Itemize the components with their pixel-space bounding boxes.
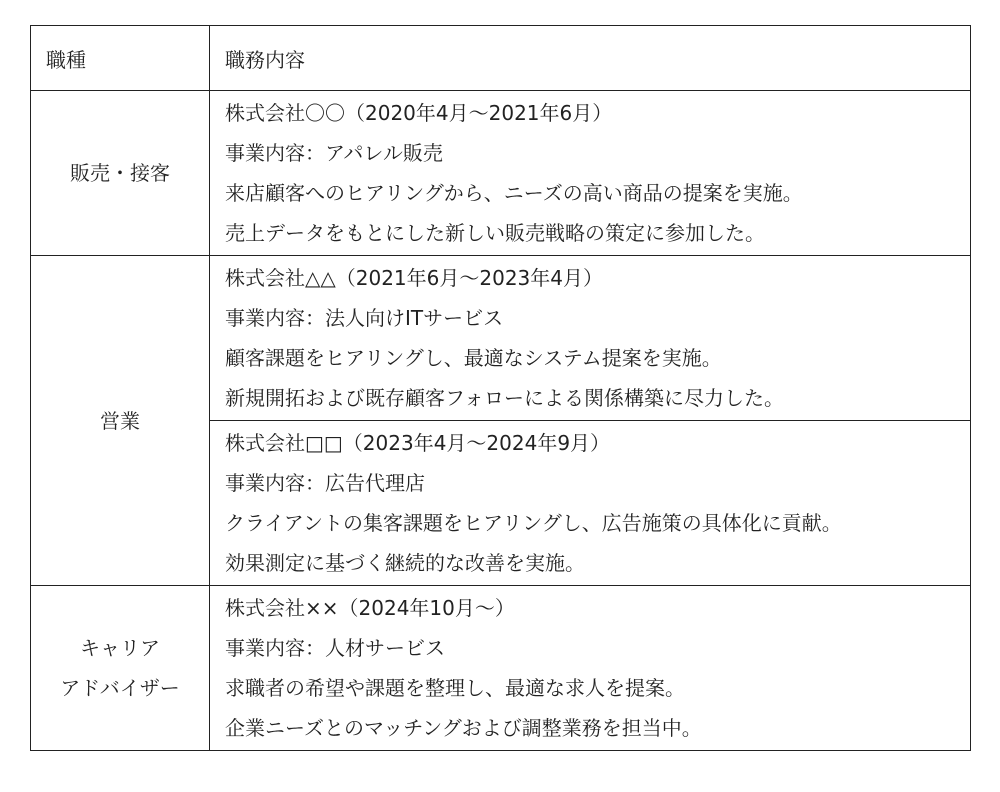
business-content: 事業内容：法人向けITサービス: [225, 306, 504, 330]
header-job-type: 職種: [31, 26, 210, 91]
business-content: 事業内容：人材サービス: [225, 636, 445, 660]
company-period: 株式会社□□（2023年4月～2024年9月）: [225, 431, 611, 455]
duty-detail: クライアントの集客課題をヒアリングし、広告施策の具体化に貢献。: [225, 511, 842, 535]
job-description-cell: [210, 256, 971, 421]
job-title: 営業: [100, 408, 140, 433]
company-period: 株式会社〇〇（2020年4月～2021年6月）: [225, 101, 613, 125]
duty-detail: 新規開拓および既存顧客フォローによる関係構築に尽力した。: [225, 386, 784, 410]
job-title-cell: [31, 256, 210, 586]
business-content: 事業内容：アパレル販売: [225, 141, 443, 165]
job-description-cell: [210, 586, 971, 751]
duty-detail: 顧客課題をヒアリングし、最適なシステム提案を実施。: [225, 346, 722, 370]
job-title-cell: [31, 586, 210, 751]
career-history-table: [30, 25, 971, 751]
business-content: 事業内容：広告代理店: [225, 471, 425, 495]
job-description-cell: [210, 421, 971, 586]
duty-detail: 企業ニーズとのマッチングおよび調整業務を担当中。: [225, 716, 702, 740]
job-title-cell: [31, 91, 210, 256]
table-row: [31, 256, 971, 421]
duty-detail: 求職者の希望や課題を整理し、最適な求人を提案。: [225, 676, 685, 700]
table-row: [31, 91, 971, 256]
duty-detail: 来店顧客へのヒアリングから、ニーズの高い商品の提案を実施。: [225, 181, 803, 205]
company-period: 株式会社△△（2021年6月～2023年4月）: [225, 266, 604, 290]
duty-detail: 売上データをもとにした新しい販売戦略の策定に参加した。: [225, 221, 765, 245]
company-period: 株式会社××（2024年10月～）: [225, 596, 515, 620]
job-description-cell: [210, 91, 971, 256]
header-job-description: 職務内容: [210, 26, 971, 91]
job-title: アドバイザー: [60, 676, 180, 700]
duty-detail: 効果測定に基づく継続的な改善を実施。: [225, 551, 585, 575]
table-row: [31, 586, 971, 751]
job-title: キャリア: [80, 636, 160, 660]
job-title: 販売・接客: [70, 161, 170, 185]
header-row: [31, 26, 971, 91]
